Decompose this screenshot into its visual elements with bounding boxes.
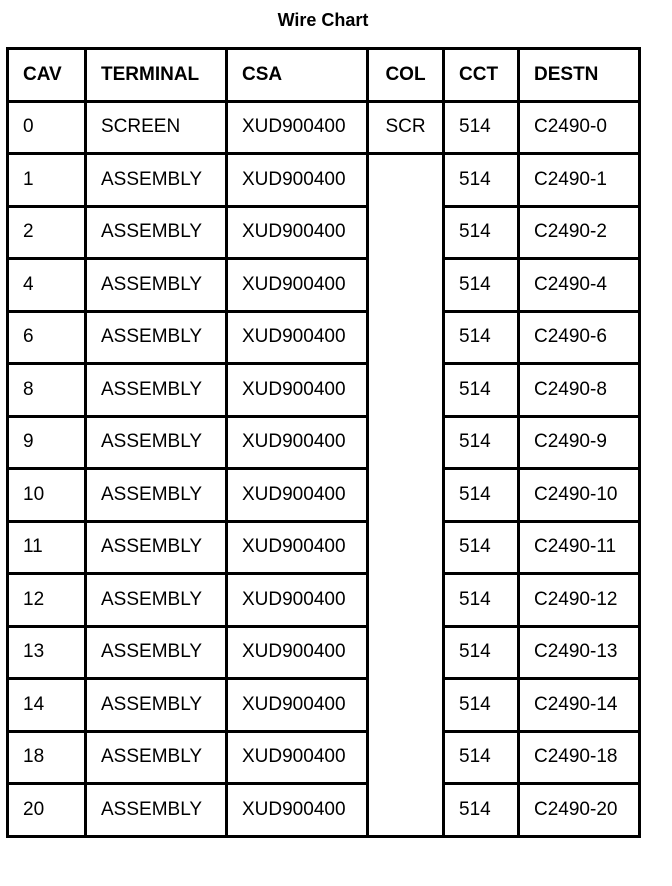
cell-cct: 514 [444,731,519,784]
cell-csa: XUD900400 [227,154,368,207]
cell-destn: C2490-1 [519,154,640,207]
cell-destn: C2490-0 [519,101,640,154]
cell-csa: XUD900400 [227,784,368,837]
cell-cct: 514 [444,469,519,522]
table-body [8,101,640,836]
cell-col-merged [368,154,444,837]
cell-terminal: ASSEMBLY [86,364,227,417]
cell-destn: C2490-8 [519,364,640,417]
header-destn: DESTN [519,49,640,102]
cell-cav: 2 [8,206,86,259]
table-row [8,416,640,469]
cell-destn: C2490-20 [519,784,640,837]
cell-csa: XUD900400 [227,626,368,679]
cell-terminal: ASSEMBLY [86,311,227,364]
cell-terminal: ASSEMBLY [86,626,227,679]
cell-cct: 514 [444,784,519,837]
cell-cav: 13 [8,626,86,679]
cell-cct: 514 [444,626,519,679]
table-row [8,101,640,154]
cell-cav: 0 [8,101,86,154]
cell-terminal: ASSEMBLY [86,731,227,784]
cell-cav: 20 [8,784,86,837]
cell-col: SCR [368,101,444,154]
cell-cct: 514 [444,259,519,312]
cell-destn: C2490-11 [519,521,640,574]
cell-terminal: ASSEMBLY [86,521,227,574]
cell-csa: XUD900400 [227,469,368,522]
table-row [8,574,640,627]
cell-terminal: ASSEMBLY [86,784,227,837]
cell-destn: C2490-14 [519,679,640,732]
table-row [8,731,640,784]
cell-terminal: SCREEN [86,101,227,154]
table-row [8,206,640,259]
cell-destn: C2490-4 [519,259,640,312]
table-row [8,364,640,417]
cell-cav: 10 [8,469,86,522]
table-row [8,259,640,312]
cell-cct: 514 [444,206,519,259]
cell-cct: 514 [444,521,519,574]
cell-csa: XUD900400 [227,206,368,259]
table-row [8,469,640,522]
table-header-row [8,49,640,102]
cell-cct: 514 [444,574,519,627]
cell-csa: XUD900400 [227,416,368,469]
table-row [8,626,640,679]
cell-terminal: ASSEMBLY [86,154,227,207]
cell-cav: 14 [8,679,86,732]
cell-cav: 9 [8,416,86,469]
cell-destn: C2490-13 [519,626,640,679]
cell-cct: 514 [444,101,519,154]
table-row [8,521,640,574]
cell-terminal: ASSEMBLY [86,679,227,732]
cell-destn: C2490-6 [519,311,640,364]
header-col: COL [368,49,444,102]
cell-terminal: ASSEMBLY [86,469,227,522]
cell-destn: C2490-18 [519,731,640,784]
cell-cav: 4 [8,259,86,312]
cell-csa: XUD900400 [227,574,368,627]
cell-cav: 8 [8,364,86,417]
cell-cct: 514 [444,679,519,732]
cell-cav: 6 [8,311,86,364]
cell-terminal: ASSEMBLY [86,206,227,259]
table-row [8,679,640,732]
cell-csa: XUD900400 [227,731,368,784]
table-row [8,154,640,207]
cell-csa: XUD900400 [227,679,368,732]
header-terminal: TERMINAL [86,49,227,102]
cell-cct: 514 [444,416,519,469]
cell-csa: XUD900400 [227,101,368,154]
cell-cav: 1 [8,154,86,207]
cell-destn: C2490-2 [519,206,640,259]
cell-cct: 514 [444,311,519,364]
cell-csa: XUD900400 [227,364,368,417]
cell-cav: 12 [8,574,86,627]
header-cav: CAV [8,49,86,102]
wire-chart-table [6,47,641,838]
cell-terminal: ASSEMBLY [86,574,227,627]
page-title: Wire Chart [277,10,369,30]
cell-destn: C2490-12 [519,574,640,627]
header-cct: CCT [444,49,519,102]
cell-csa: XUD900400 [227,311,368,364]
cell-cct: 514 [444,154,519,207]
cell-csa: XUD900400 [227,259,368,312]
header-csa: CSA [227,49,368,102]
cell-cct: 514 [444,364,519,417]
cell-destn: C2490-10 [519,469,640,522]
table-row [8,311,640,364]
table-row [8,784,640,837]
cell-cav: 11 [8,521,86,574]
cell-terminal: ASSEMBLY [86,416,227,469]
cell-cav: 18 [8,731,86,784]
cell-destn: C2490-9 [519,416,640,469]
cell-terminal: ASSEMBLY [86,259,227,312]
cell-csa: XUD900400 [227,521,368,574]
